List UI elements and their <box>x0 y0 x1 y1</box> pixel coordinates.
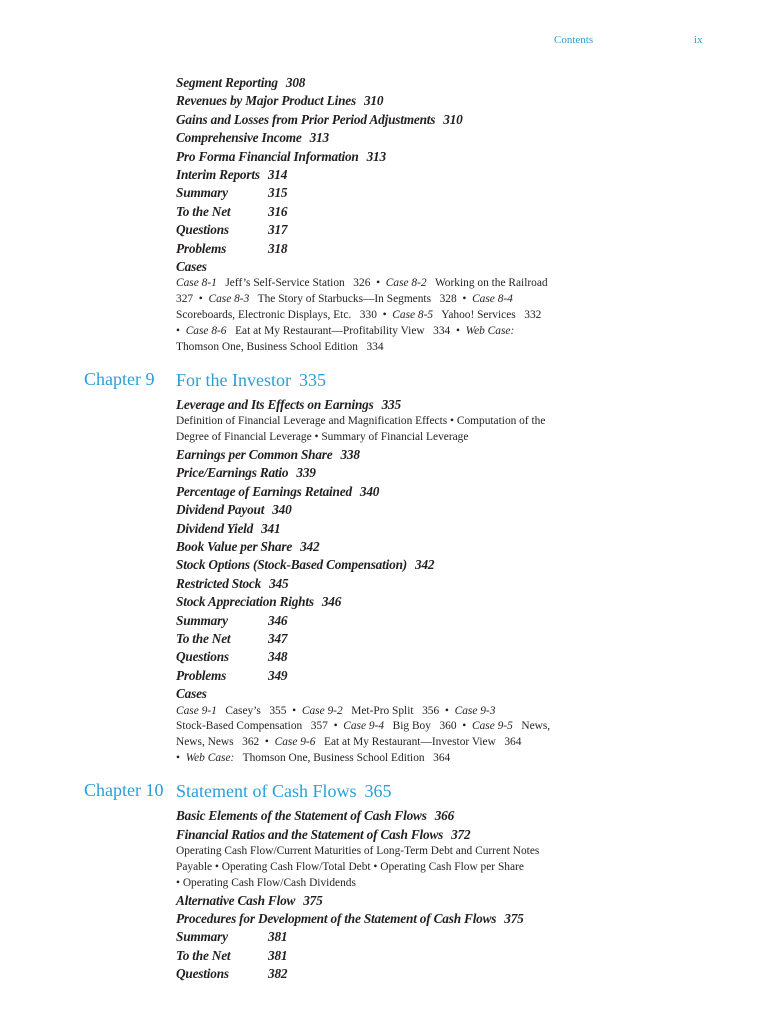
toc-entry[interactable]: Book Value per Share 342 <box>176 538 320 554</box>
toc-entry[interactable]: Procedures for Development of the Statement of Cash Flows 375 <box>176 911 524 927</box>
chapter-heading[interactable] <box>84 368 606 394</box>
page-ref: 372 <box>451 826 471 842</box>
page-ref: 381 <box>268 947 288 963</box>
toc-entry[interactable]: Alternative Cash Flow 375 <box>176 892 323 908</box>
toc-entry[interactable]: Stock Options (Stock-Based Compensation) 342 <box>176 557 435 573</box>
page-ref: 313 <box>309 130 329 146</box>
running-head-page-number: ix <box>694 34 703 46</box>
page-ref: 313 <box>366 148 386 164</box>
cases-line: Case 8-1 Jeff’s Self-Service Station 326 • Case 8-2 Working on the Railroad <box>176 277 548 290</box>
toc-entry[interactable]: Segment Reporting 308 <box>176 75 306 90</box>
cases-line: Stock-Based Compensation 357 • Case 9-4 Big Boy 360 • Case 9-5 News, <box>176 720 551 733</box>
page-ref: 375 <box>504 911 524 927</box>
page-ref: 366 <box>434 808 455 824</box>
page-ref: 339 <box>296 465 316 481</box>
chapter-number: Chapter 9 <box>84 368 155 389</box>
page-ref: 340 <box>272 502 292 518</box>
cases-line: Thomson One, Business School Edition 334 <box>176 340 384 353</box>
page-ref: 381 <box>268 929 288 945</box>
page-ref: 365 <box>364 781 392 802</box>
toc-entry[interactable]: Comprehensive Income 313 <box>176 130 329 146</box>
chapter-title: For the Investor 335 <box>176 369 326 390</box>
cases-line: Scoreboards, Electronic Displays, Etc. 330 • Case 8-5 Yahoo! Services 332 <box>176 309 542 322</box>
running-head-title: Contents <box>554 34 594 46</box>
contents-body <box>84 74 606 984</box>
chapter-heading[interactable] <box>84 779 606 805</box>
toc-entry-problems[interactable]: Problems 349 <box>176 667 288 683</box>
section-description: Definition of Financial Leverage and Magnification Effects • Computation of the Degree of Financial Leverage • Summary of Financial Leverage <box>176 415 546 444</box>
toc-entry-cases[interactable]: Cases <box>176 686 207 702</box>
cases-line: • Web Case: Thomson One, Business School Edition 364 <box>176 752 451 765</box>
page-ref: 346 <box>321 594 342 610</box>
page-ref: 335 <box>298 369 326 390</box>
page-ref: 347 <box>268 630 288 646</box>
toc-entry-summary[interactable]: Summary 315 <box>176 185 288 201</box>
toc-entry[interactable]: Dividend Yield 341 <box>176 520 281 536</box>
page-ref: 348 <box>268 649 288 665</box>
toc-entry-problems[interactable]: Problems 318 <box>176 240 288 256</box>
toc-entry-to-the-net[interactable]: To the Net 316 <box>176 203 288 219</box>
toc-entry[interactable]: Percentage of Earnings Retained 340 <box>176 483 380 499</box>
page-ref: 316 <box>268 203 288 219</box>
toc-entry[interactable]: Earnings per Common Share 338 <box>176 447 360 463</box>
page-ref: 318 <box>268 240 288 256</box>
page-ref: 342 <box>300 538 320 554</box>
page-ref: 310 <box>443 111 463 127</box>
cases-list <box>176 276 606 356</box>
toc-entry-questions[interactable]: Questions 348 <box>176 649 288 665</box>
toc-entry[interactable]: Restricted Stock 345 <box>176 575 289 591</box>
toc-entry[interactable]: Gains and Losses from Prior Period Adjustments 310 <box>176 111 463 127</box>
toc-entry-cases[interactable]: Cases <box>176 258 207 274</box>
toc-entry-questions[interactable]: Questions 382 <box>176 966 288 982</box>
page-ref: 341 <box>261 520 281 536</box>
toc-entry[interactable]: Stock Appreciation Rights 346 <box>176 594 342 610</box>
page-ref: 382 <box>268 966 288 982</box>
chapter-number: Chapter 10 <box>84 780 164 801</box>
toc-entry[interactable]: Leverage and Its Effects on Earnings 335 <box>176 396 401 412</box>
cases-line: Case 9-1 Casey’s 355 • Case 9-2 Met-Pro Split 356 • Case 9-3 <box>176 704 496 717</box>
toc-entry[interactable]: Dividend Payout 340 <box>176 502 292 518</box>
toc-entry[interactable]: Pro Forma Financial Information 313 <box>176 148 386 164</box>
page-ref: 308 <box>285 75 306 90</box>
toc-entry[interactable]: Interim Reports 314 <box>176 166 288 182</box>
page-ref: 338 <box>340 447 360 463</box>
page-ref: 335 <box>381 396 401 412</box>
toc-entry-questions[interactable]: Questions 317 <box>176 222 288 238</box>
toc-entry[interactable]: Revenues by Major Product Lines 310 <box>176 93 384 109</box>
toc-entry[interactable]: Financial Ratios and the Statement of Cash Flows 372 <box>176 826 471 842</box>
toc-entry[interactable]: Price/Earnings Ratio 339 <box>176 465 316 481</box>
cases-list <box>176 704 606 768</box>
chapter-title: Statement of Cash Flows 365 <box>176 781 392 802</box>
cases-line: 327 • Case 8-3 The Story of Starbucks—In Segments 328 • Case 8-4 <box>176 293 513 306</box>
page-ref: 340 <box>359 483 380 499</box>
page-ref: 345 <box>269 575 289 591</box>
page-ref: 317 <box>268 222 288 238</box>
page-ref: 375 <box>303 892 323 908</box>
running-head <box>0 34 768 50</box>
page-ref: 349 <box>268 667 288 683</box>
page-ref: 314 <box>267 166 288 182</box>
section-description: Operating Cash Flow/Current Maturities of Long-Term Debt and Current Notes Payable • Operating Cash Flow/Total Debt • Operating Cash Flow per Share • Operating Cash Flow/Cash Dividends <box>176 844 540 889</box>
toc-entry-summary[interactable]: Summary 381 <box>176 929 288 945</box>
page-ref: 310 <box>363 93 384 109</box>
toc-entry-summary[interactable]: Summary 346 <box>176 612 288 628</box>
toc-entry-to-the-net[interactable]: To the Net 347 <box>176 630 288 646</box>
toc-entry-to-the-net[interactable]: To the Net 381 <box>176 947 288 963</box>
cases-line: • Case 8-6 Eat at My Restaurant—Profitability View 334 • Web Case: <box>176 325 515 338</box>
toc-entry[interactable]: Basic Elements of the Statement of Cash Flows 366 <box>176 808 455 824</box>
cases-line: News, News 362 • Case 9-6 Eat at My Restaurant—Investor View 364 <box>176 736 522 749</box>
page-ref: 342 <box>415 557 435 573</box>
page-ref: 346 <box>268 612 288 628</box>
page-ref: 315 <box>268 185 288 201</box>
